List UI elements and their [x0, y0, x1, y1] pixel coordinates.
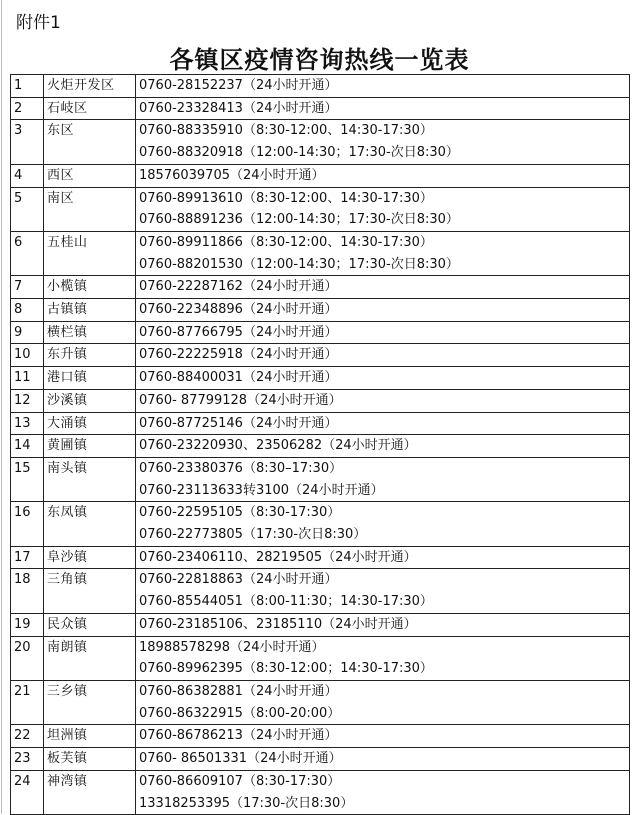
- hotline-number: 0760-87725146（24小时开通）: [139, 415, 338, 431]
- row-number: 3: [11, 120, 44, 164]
- area-name: 东区: [44, 120, 136, 164]
- hotline-cell: [136, 97, 630, 120]
- hotline-cell: [136, 412, 630, 435]
- hotline-cell: [136, 231, 630, 275]
- table-row: [11, 748, 630, 771]
- hotline-cell: [136, 680, 630, 724]
- hotline-number: 0760-86322915（8:00-20:00）: [139, 705, 341, 721]
- hotline-number: 0760-86382881（24小时开通）: [139, 683, 338, 699]
- table-row: [11, 187, 630, 231]
- table-row: [11, 299, 630, 322]
- row-number: 20: [11, 636, 44, 680]
- hotline-cell: [136, 367, 630, 390]
- hotline-cell: [136, 321, 630, 344]
- table-row: [11, 120, 630, 164]
- area-name: 南朗镇: [44, 636, 136, 680]
- hotline-number: 0760-85544051（8:00-11:30；14:30-17:30）: [139, 594, 433, 610]
- hotline-cell: [136, 725, 630, 748]
- hotline-number: 0760-89913610（8:30-12:00、14:30-17:30）: [139, 190, 433, 206]
- row-number: 2: [11, 97, 44, 120]
- area-name: 大涌镇: [44, 412, 136, 435]
- table-row: [11, 569, 630, 613]
- area-name: 三角镇: [44, 569, 136, 613]
- row-number: 6: [11, 231, 44, 275]
- row-number: 12: [11, 389, 44, 412]
- table-row: [11, 97, 630, 120]
- table-row: [11, 725, 630, 748]
- area-name: 三乡镇: [44, 680, 136, 724]
- area-name: 坦洲镇: [44, 725, 136, 748]
- hotline-cell: [136, 613, 630, 636]
- area-name: 港口镇: [44, 367, 136, 390]
- hotline-number: 0760-23220930、23506282（24小时开通）: [139, 438, 417, 454]
- hotline-cell: [136, 435, 630, 458]
- hotline-number: 0760-23328413（24小时开通）: [139, 100, 338, 116]
- hotline-number: 0760-22348896（24小时开通）: [139, 302, 338, 318]
- row-number: 19: [11, 613, 44, 636]
- hotline-cell: [136, 389, 630, 412]
- area-name: 民众镇: [44, 613, 136, 636]
- hotline-number: 0760-22818863（24小时开通）: [139, 572, 338, 588]
- hotline-number: 0760-23380376（8:30–17:30）: [139, 460, 343, 476]
- hotline-number: 13318253395（17:30-次日8:30）: [139, 795, 354, 811]
- area-name: 南区: [44, 187, 136, 231]
- row-number: 13: [11, 412, 44, 435]
- area-name: 五桂山: [44, 231, 136, 275]
- table-row: [11, 75, 630, 98]
- table-row: [11, 680, 630, 724]
- hotline-cell: [136, 344, 630, 367]
- table-row: [11, 344, 630, 367]
- area-name: 石岐区: [44, 97, 136, 120]
- table-row: [11, 770, 630, 814]
- hotline-cell: [136, 187, 630, 231]
- table-row: [11, 636, 630, 680]
- hotline-number: 18988578298（24小时开通）: [139, 639, 325, 655]
- row-number: 9: [11, 321, 44, 344]
- row-number: 16: [11, 502, 44, 546]
- hotline-number: 0760-88201530（12:00-14:30；17:30-次日8:30）: [139, 256, 459, 272]
- table-row: [11, 367, 630, 390]
- hotline-cell: [136, 75, 630, 98]
- hotline-table: [10, 74, 630, 815]
- area-name: 阜沙镇: [44, 546, 136, 569]
- hotline-number: 0760-88320918（12:00-14:30；17:30-次日8:30）: [139, 145, 459, 161]
- hotline-cell: [136, 748, 630, 771]
- row-number: 18: [11, 569, 44, 613]
- row-number: 10: [11, 344, 44, 367]
- hotline-number: 0760-89962395（8:30-12:00；14:30-17:30）: [139, 661, 433, 677]
- table-row: [11, 613, 630, 636]
- hotline-cell: [136, 636, 630, 680]
- table-row: [11, 276, 630, 299]
- hotline-number: 0760-22773805（17:30-次日8:30）: [139, 527, 367, 543]
- row-number: 15: [11, 457, 44, 501]
- table-row: [11, 502, 630, 546]
- hotline-number: 18576039705（24小时开通）: [139, 167, 325, 183]
- hotline-number: 0760-88335910（8:30-12:00、14:30-17:30）: [139, 123, 433, 139]
- row-number: 1: [11, 75, 44, 98]
- hotline-number: 0760- 87799128（24小时开通）: [139, 392, 342, 408]
- table-row: [11, 412, 630, 435]
- hotline-cell: [136, 299, 630, 322]
- hotline-number: 0760-88891236（12:00-14:30；17:30-次日8:30）: [139, 212, 459, 228]
- hotline-cell: [136, 120, 630, 164]
- hotline-cell: [136, 569, 630, 613]
- area-name: 神湾镇: [44, 770, 136, 814]
- page-left-edge: [1, 0, 2, 814]
- row-number: 7: [11, 276, 44, 299]
- table-row: [11, 389, 630, 412]
- annex-label: 附件1: [16, 13, 61, 33]
- hotline-number: 0760-22225918（24小时开通）: [139, 347, 338, 363]
- table-row: [11, 164, 630, 187]
- area-name: 火炬开发区: [44, 75, 136, 98]
- row-number: 11: [11, 367, 44, 390]
- area-name: 南头镇: [44, 457, 136, 501]
- row-number: 4: [11, 164, 44, 187]
- hotline-number: 0760-23185106、23185110（24小时开通）: [139, 616, 417, 632]
- area-name: 黄圃镇: [44, 435, 136, 458]
- table-row: [11, 321, 630, 344]
- row-number: 17: [11, 546, 44, 569]
- area-name: 古镇镇: [44, 299, 136, 322]
- table-row: [11, 435, 630, 458]
- area-name: 西区: [44, 164, 136, 187]
- hotline-cell: [136, 546, 630, 569]
- hotline-cell: [136, 164, 630, 187]
- table-row: [11, 457, 630, 501]
- hotline-number: 0760-22595105（8:30-17:30）: [139, 505, 341, 521]
- row-number: 5: [11, 187, 44, 231]
- hotline-number: 0760-86786213（24小时开通）: [139, 728, 338, 744]
- page-title: 各镇区疫情咨询热线一览表: [169, 46, 470, 74]
- table-row: [11, 546, 630, 569]
- hotline-number: 0760-23113633转3100（24小时开通）: [139, 482, 384, 498]
- row-number: 8: [11, 299, 44, 322]
- row-number: 23: [11, 748, 44, 771]
- area-name: 东升镇: [44, 344, 136, 367]
- hotline-number: 0760-28152237（24小时开通）: [139, 78, 338, 93]
- area-name: 板芙镇: [44, 748, 136, 771]
- hotline-cell: [136, 770, 630, 814]
- area-name: 沙溪镇: [44, 389, 136, 412]
- hotline-number: 0760-23406110、28219505（24小时开通）: [139, 549, 417, 565]
- hotline-table-body: [11, 75, 630, 815]
- hotline-cell: [136, 502, 630, 546]
- table-row: [11, 231, 630, 275]
- hotline-number: 0760-89911866（8:30-12:00、14:30-17:30）: [139, 234, 433, 250]
- row-number: 21: [11, 680, 44, 724]
- hotline-number: 0760-88400031（24小时开通）: [139, 370, 338, 386]
- area-name: 小榄镇: [44, 276, 136, 299]
- hotline-number: 0760-86609107（8:30-17:30）: [139, 773, 341, 789]
- area-name: 横栏镇: [44, 321, 136, 344]
- hotline-number: 0760-87766795（24小时开通）: [139, 324, 338, 340]
- hotline-cell: [136, 457, 630, 501]
- hotline-number: 0760-22287162（24小时开通）: [139, 279, 338, 295]
- area-name: 东凤镇: [44, 502, 136, 546]
- row-number: 14: [11, 435, 44, 458]
- hotline-cell: [136, 276, 630, 299]
- row-number: 24: [11, 770, 44, 814]
- hotline-number: 0760- 86501331（24小时开通）: [139, 751, 342, 767]
- row-number: 22: [11, 725, 44, 748]
